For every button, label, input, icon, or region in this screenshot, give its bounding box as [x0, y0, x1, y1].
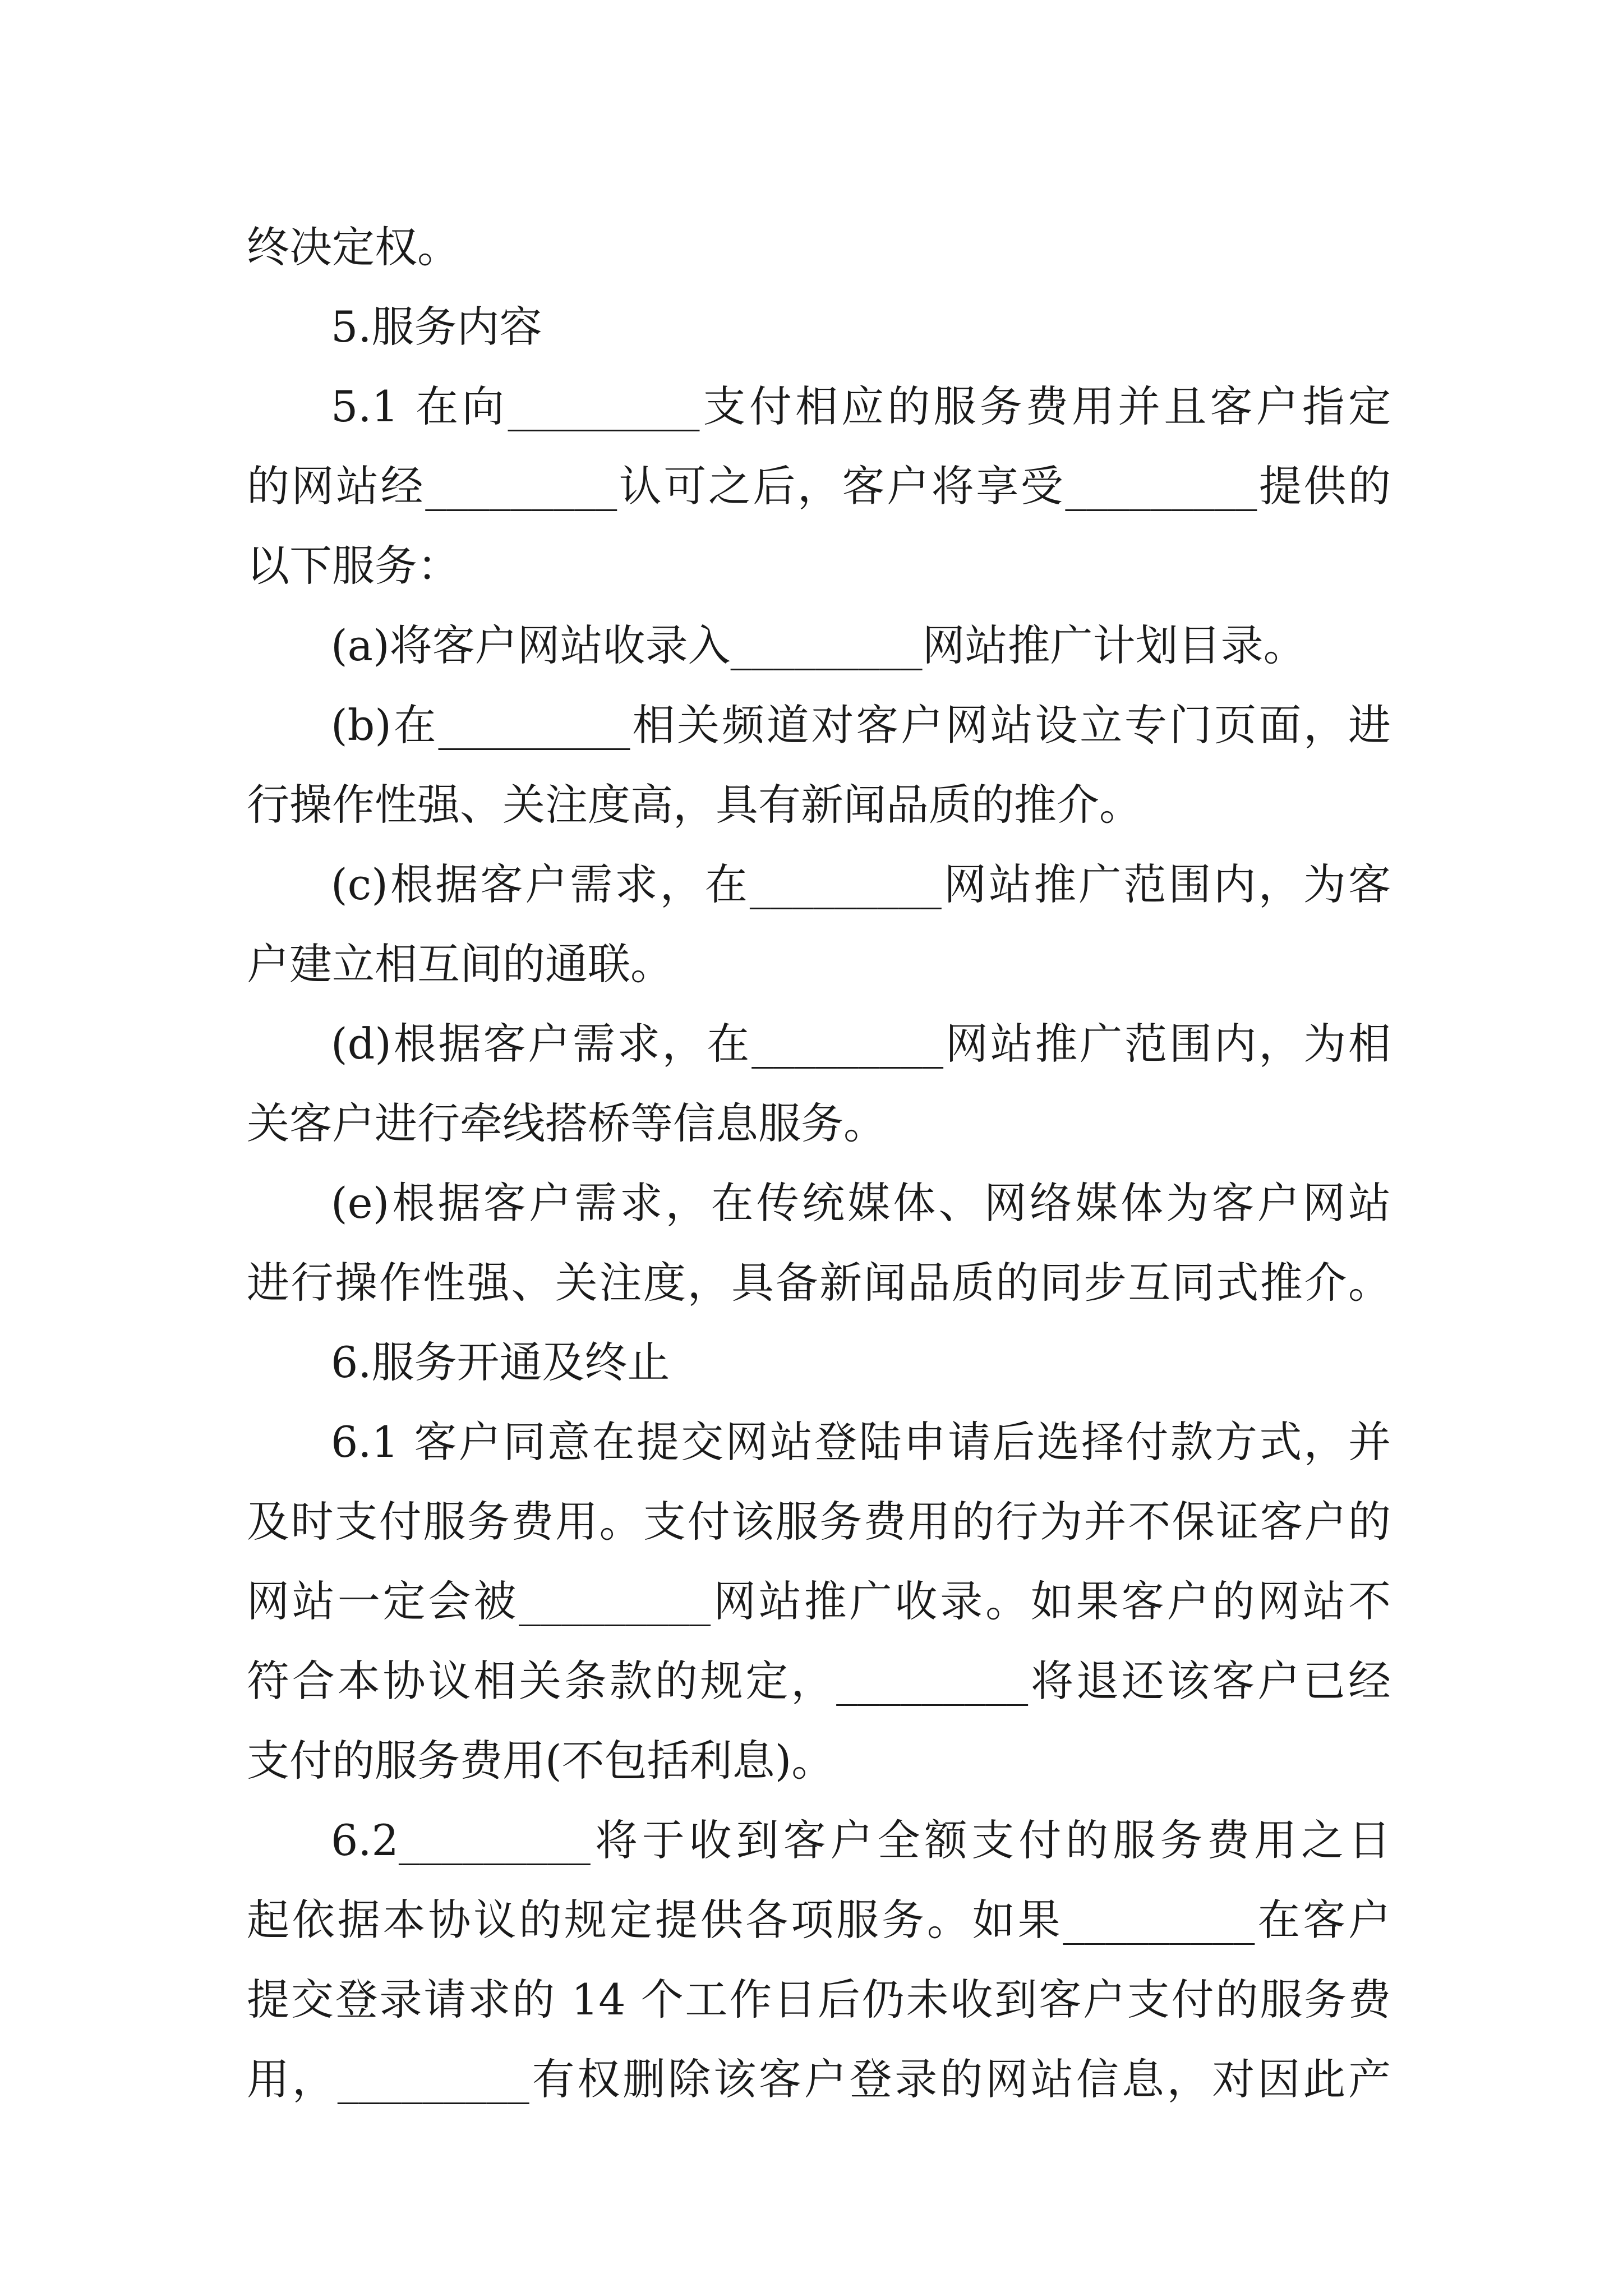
text-line: 5.1 在向_________支付相应的服务费用并且客户指定 [331, 381, 1391, 431]
text-line: (e)根据客户需求，在传统媒体、网络媒体为客户网站 [331, 1178, 1391, 1228]
text-line: 用，_________有权删除该客户登录的网站信息，对因此产 [247, 2054, 1391, 2104]
text-line: 6.服务开通及终止 [331, 1337, 670, 1387]
text-line: 及时支付服务费用。支付该服务费用的行为并不保证客户的 [247, 1497, 1391, 1547]
text-line: 6.1 客户同意在提交网站登陆申请后选择付款方式，并 [331, 1417, 1391, 1467]
text-line: (b)在_________相关频道对客户网站设立专门页面，进 [331, 700, 1391, 750]
text-line: (c)根据客户需求，在_________网站推广范围内，为客 [331, 859, 1391, 909]
text-line: 网站一定会被_________网站推广收录。如果客户的网站不 [247, 1576, 1391, 1626]
text-line: 符合本协议相关条款的规定，_________将退还该客户已经 [247, 1656, 1391, 1706]
text-line: 行操作性强、关注度高，具有新闻品质的推介。 [247, 780, 1142, 830]
text-line: 6.2_________将于收到客户全额支付的服务费用之日 [331, 1815, 1391, 1865]
text-line: 关客户进行牵线搭桥等信息服务。 [247, 1098, 886, 1148]
text-line: 5.服务内容 [331, 302, 542, 352]
text-line: 的网站经_________认可之后，客户将享受_________提供的 [247, 461, 1391, 511]
document-body [247, 208, 1391, 2119]
text-line: 提交登录请求的 14 个工作日后仍未收到客户支付的服务费 [247, 1975, 1391, 2024]
text-line: (d)根据客户需求，在_________网站推广范围内，为相 [331, 1019, 1391, 1069]
text-line: 起依据本协议的规定提供各项服务。如果_________在客户 [247, 1895, 1391, 1945]
text-line: 终决定权。 [247, 222, 460, 272]
text-line: 支付的服务费用(不包括利息)。 [247, 1736, 834, 1786]
text-line: 以下服务： [247, 541, 460, 591]
text-line: 进行操作性强、关注度，具备新闻品质的同步互同式推介。 [247, 1258, 1391, 1308]
text-line: (a)将客户网站收录入_________网站推广计划目录。 [331, 620, 1306, 670]
text-line: 户建立相互间的通联。 [247, 939, 673, 989]
